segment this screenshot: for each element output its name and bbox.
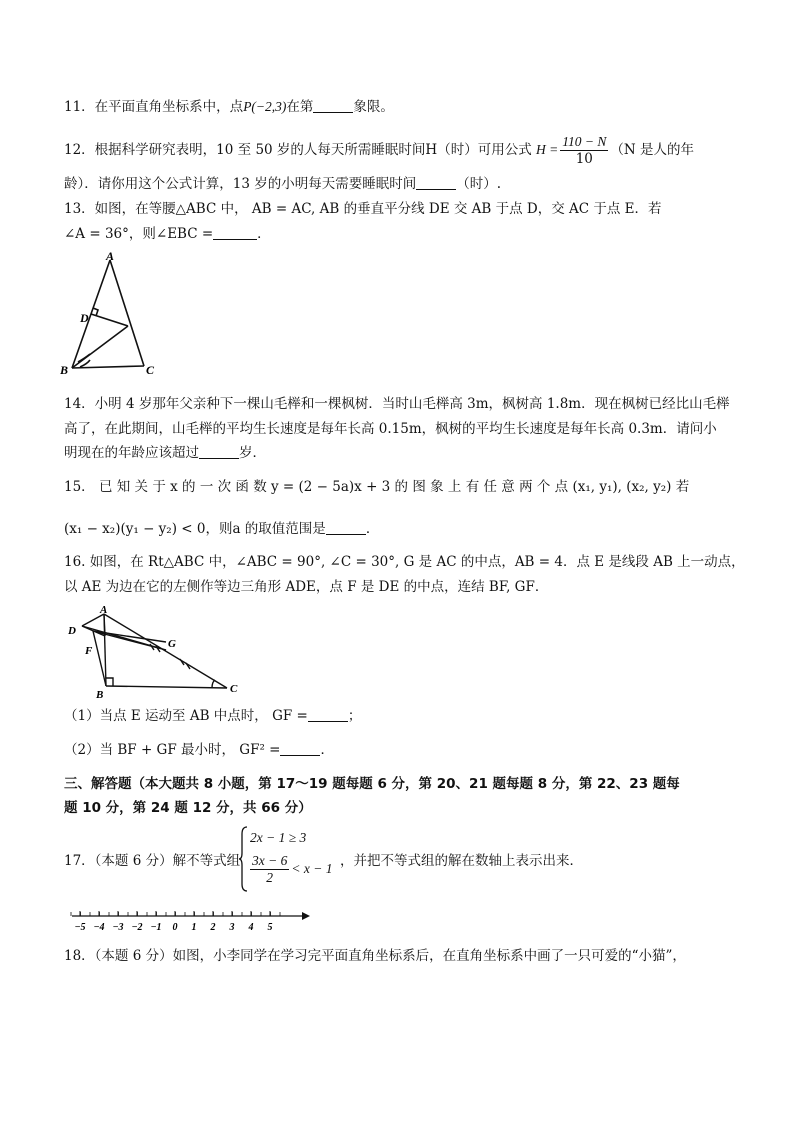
point-p: P(−2,3)	[243, 99, 287, 114]
number-line-tick-label: −4	[93, 922, 105, 933]
question-14-line1: 14．小明 4 岁那年父亲种下一棵山毛榉和一棵枫树．当时山毛榉高 3m，枫树高 1.8m．现在枫树已经比山毛榉	[64, 396, 730, 412]
figure-13-triangle	[60, 250, 170, 380]
question-13-line1: 13．如图，在等腰△ABC 中， AB = AC, AB 的垂直平分线 DE 交 AB 于点 D，交 AC 于点 E．若	[64, 201, 662, 217]
number-line-arrow-icon	[302, 912, 310, 920]
number-line-tick-label: 4	[248, 922, 254, 933]
answer-blank-16-1[interactable]	[308, 707, 348, 722]
question-15-line2: (x₁ − x₂)(y₁ − y₂) < 0，则a 的取值范围是 ．	[64, 521, 380, 537]
question-11: 11．在平面直角坐标系中，点P(−2,3)在第 象限。	[64, 99, 394, 115]
question-15-line1: 15． 已 知 关 于 x 的 一 次 函 数 y = (2 − 5a)x + 3 的 图 象 上 有 任 意 两 个 点 (x₁, y₁), (x₂, y₂) 若	[64, 479, 690, 495]
inequality-2: $\frac{3x - 6}{2}$ < x − 1	[252, 853, 333, 885]
system-brace-icon	[238, 826, 248, 892]
label-a: A	[100, 604, 108, 616]
formula-fraction: $\frac{110 - N}{10}$	[562, 134, 607, 167]
number-line-tick-label: 3	[229, 922, 235, 933]
number-line-tick-label: −5	[74, 922, 86, 933]
number-line-tick-label: 5	[267, 922, 273, 933]
question-16-line1: 16. 如图，在 Rt△ABC 中，∠ABC = 90°, ∠C = 30°, G 是 AC 的中点，AB = 4．点 E 是线段 AB 上一动点，	[64, 554, 745, 570]
number-line[interactable]	[70, 908, 315, 938]
question-14-line2: 高了，在此期间，山毛榉的平均生长速度是每年长高 0.15m，枫树的平均生长速度是每年长高 0.3m．请问小	[64, 421, 717, 437]
label-d: D	[68, 625, 76, 637]
question-14-line3: 明现在的年龄应该超过 岁．	[64, 445, 266, 461]
question-12-line1: 12．根据科学研究表明，10 至 50 岁的人每天所需睡眠时间H（时）可用公式 H = $\frac{110 - N}{10}$ （N 是人的年	[64, 134, 694, 167]
number-line-tick-label: −3	[112, 922, 124, 933]
label-d: D	[80, 311, 89, 325]
question-13-line2: ∠A = 36°，则∠EBC = ．	[64, 226, 271, 242]
label-a: A	[106, 250, 115, 263]
question-17-suffix: ，并把不等式组的解在数轴上表示出来．	[340, 853, 583, 869]
answer-blank-14[interactable]	[199, 444, 239, 459]
label-g: G	[168, 638, 176, 650]
number-line-tick-label: −2	[131, 922, 143, 933]
label-f: F	[85, 645, 93, 657]
label-c: C	[230, 683, 238, 695]
number-line-tick-label: 0	[172, 922, 178, 933]
number-line-tick-label: −1	[150, 922, 162, 933]
label-b: B	[60, 363, 69, 377]
section-3-heading-line1: 三、解答题（本大题共 8 小题，第 17～19 题每题 6 分，第 20、21 题每题 8 分，第 22、23 题每	[64, 776, 680, 792]
question-17-prefix: 17．（本题 6 分）解不等式组	[64, 853, 241, 869]
section-3-heading-line2: 题 10 分，第 24 题 12 分，共 66 分）	[64, 800, 312, 816]
question-12-line2: 龄）．请你用这个公式计算，13 岁的小明每天需要睡眠时间 （时）.	[64, 176, 502, 192]
answer-blank-12[interactable]	[416, 175, 456, 190]
question-16-sub1: （1）当点 E 运动至 AB 中点时， GF = ；	[64, 708, 362, 724]
question-16-line2: 以 AE 为边在它的左侧作等边三角形 ADE，点 F 是 DE 的中点，连结 BF, GF．	[64, 579, 549, 595]
answer-blank-13[interactable]	[213, 225, 257, 240]
question-18: 18．（本题 6 分）如图，小李同学在学习完平面直角坐标系后，在直角坐标系中画了一只可爱的“小猫”，	[64, 948, 686, 964]
figure-16-triangle	[62, 604, 252, 704]
inequality-1: 2x − 1 ≥ 3	[250, 830, 307, 845]
number-line-tick-label: 1	[191, 922, 197, 933]
answer-blank-16-2[interactable]	[280, 741, 320, 756]
answer-blank-11[interactable]	[313, 98, 353, 113]
label-b: B	[96, 689, 104, 701]
number-line-tick-label: 2	[210, 922, 216, 933]
label-c: C	[146, 363, 155, 377]
question-16-sub2: （2）当 BF + GF 最小时， GF² = ．	[64, 742, 334, 758]
answer-blank-15[interactable]	[326, 520, 366, 535]
